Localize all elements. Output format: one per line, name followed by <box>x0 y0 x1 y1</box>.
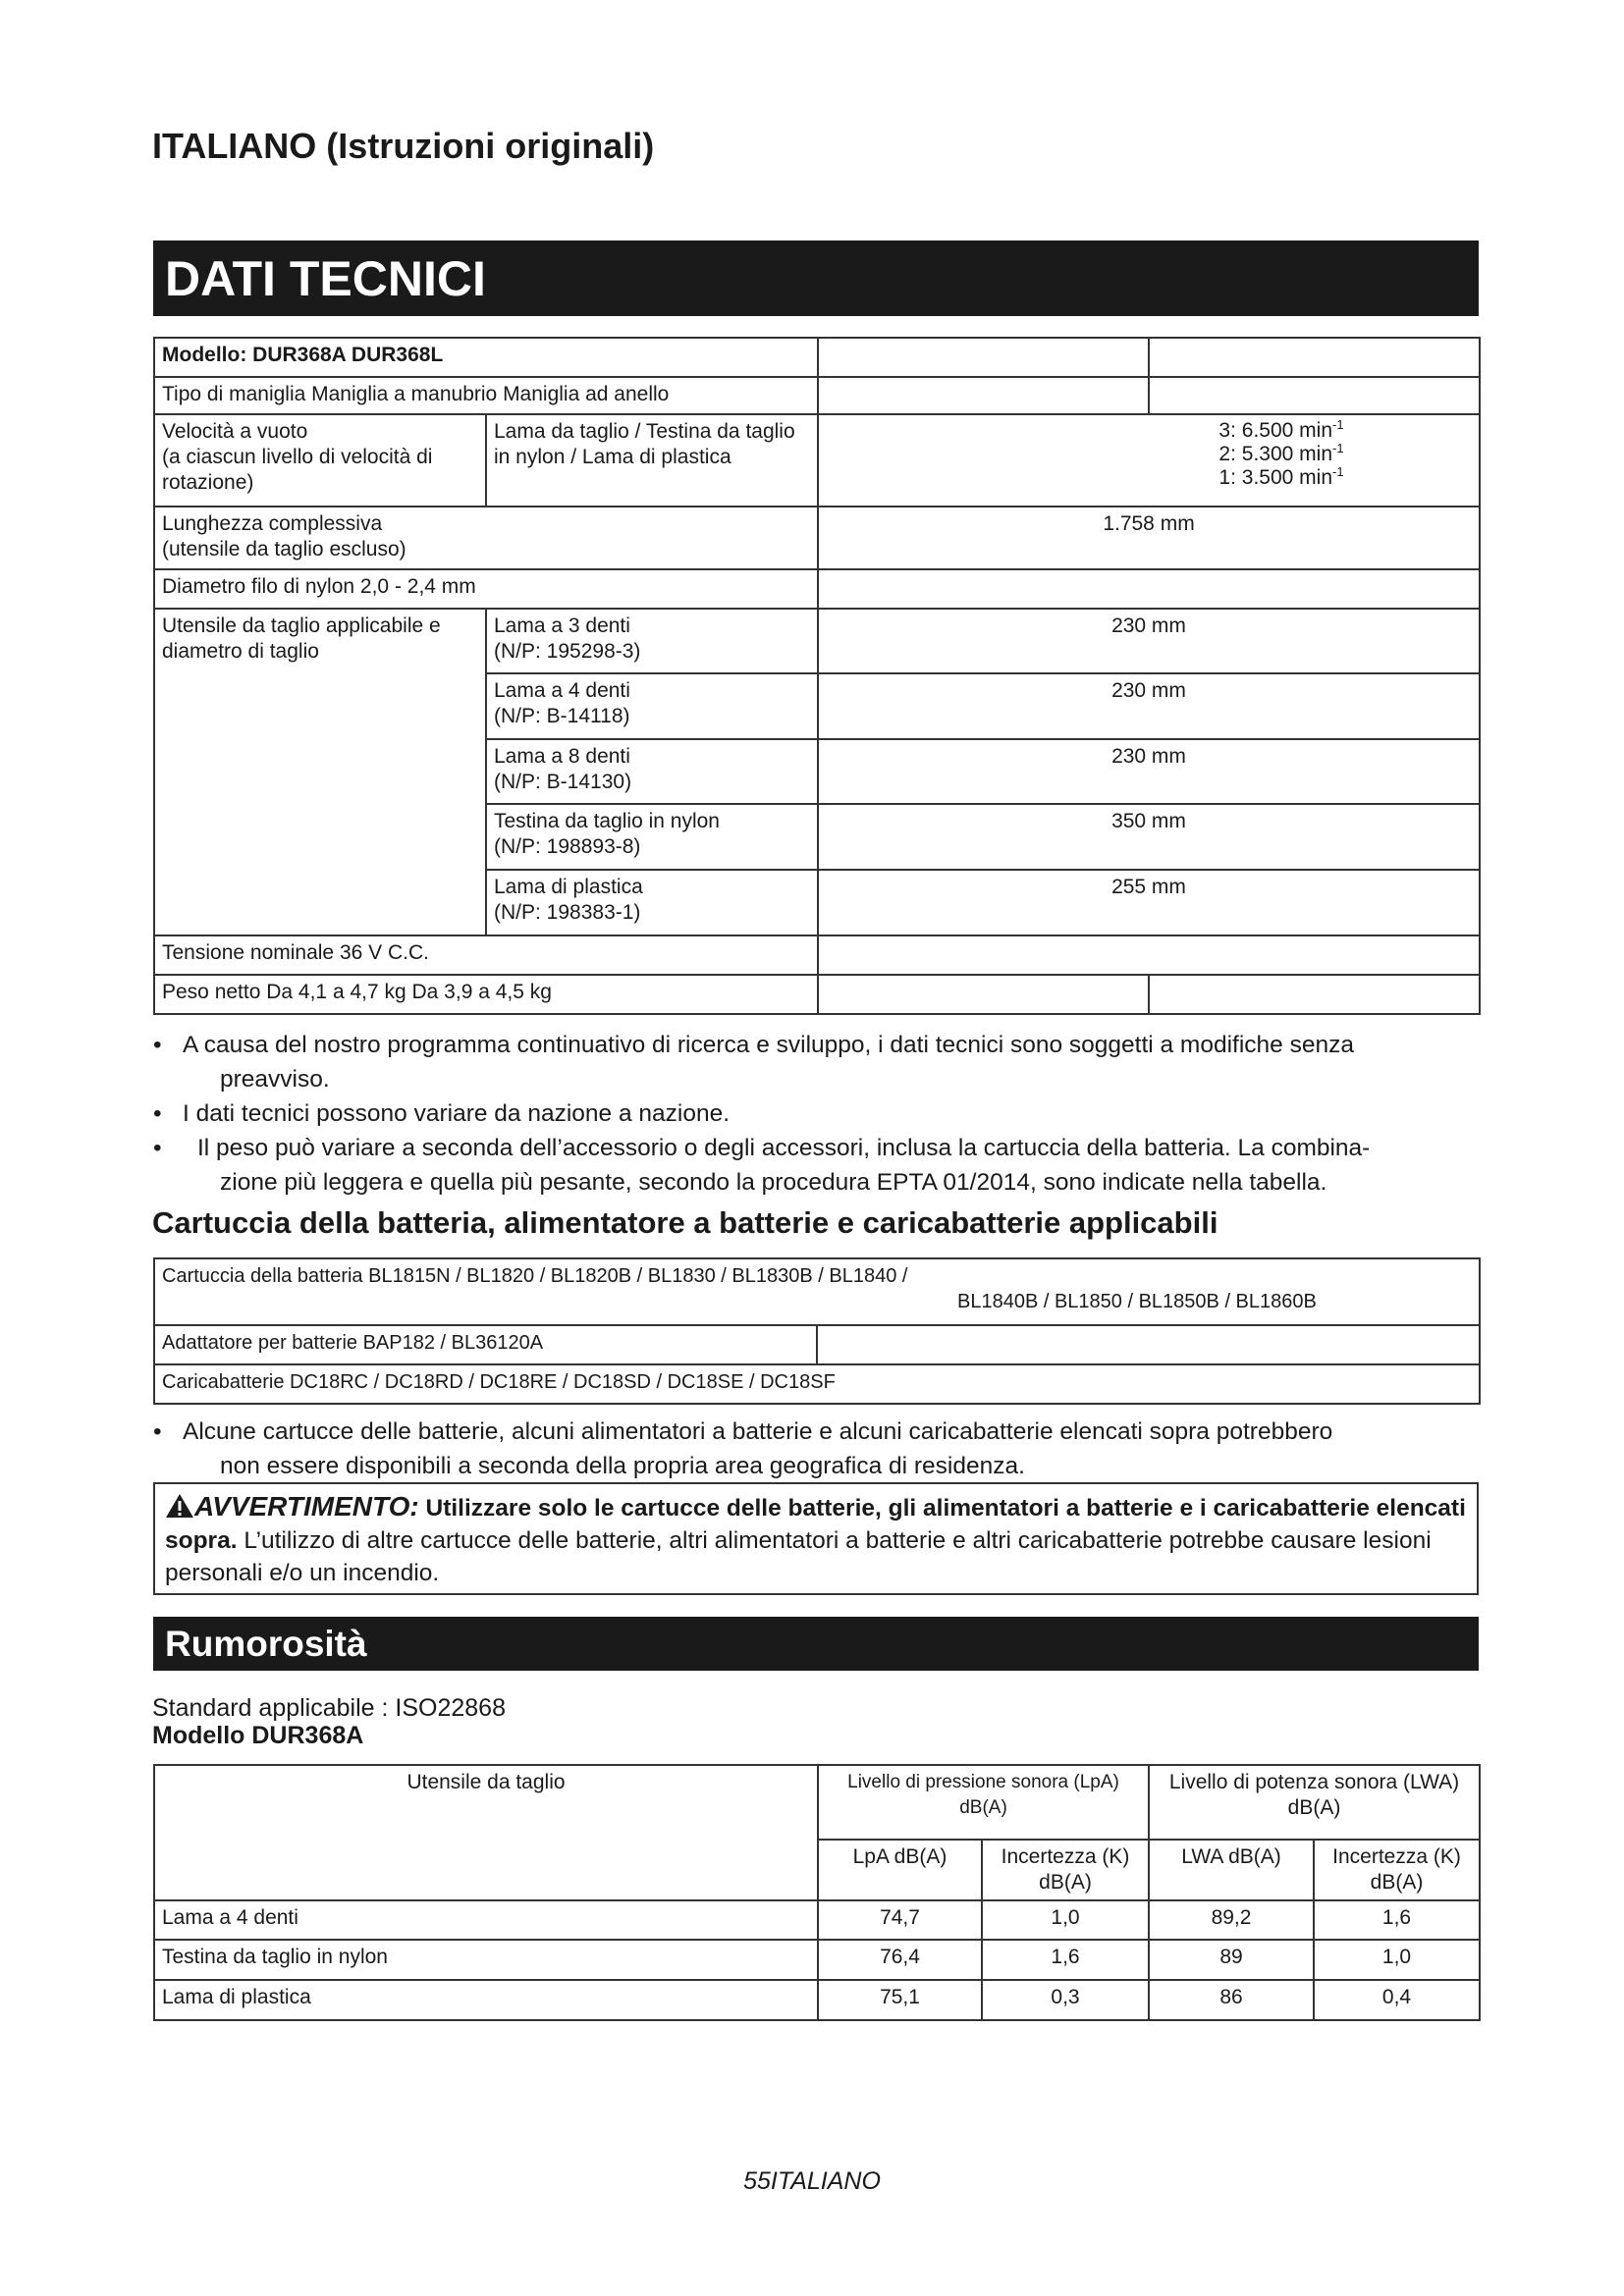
spec-speed-values <box>818 414 1480 507</box>
table-row <box>154 609 1480 673</box>
bullet-icon: • <box>153 1100 162 1127</box>
battery-charger: Caricabatterie DC18RC / DC18RD / DC18RE / DC18SD / DC18SE / DC18SF <box>154 1364 1480 1404</box>
table-cell <box>1149 377 1480 414</box>
spec-nylon-row: Diametro filo di nylon 2,0 - 2,4 mm <box>154 569 818 609</box>
noise-model: Modello DUR368A <box>152 1722 364 1749</box>
noise-k1: 1,6 <box>982 1940 1149 1980</box>
noise-lwa: 89,2 <box>1149 1900 1314 1940</box>
spec-tool-diameter: 230 mm <box>818 739 1480 804</box>
spec-tool-diameter: 230 mm <box>818 609 1480 673</box>
table-cell <box>817 1325 1480 1364</box>
noise-table <box>153 1764 1481 2021</box>
table-row <box>154 1765 1480 1840</box>
table-row <box>154 935 1480 975</box>
noise-head-tool: Utensile da taglio <box>154 1765 818 1900</box>
speed-value: 3: 6.500 $\min^{-1}$ <box>1218 417 1344 442</box>
section-title-noise: Rumorosità <box>153 1617 1479 1671</box>
table-row <box>154 975 1480 1014</box>
table-row <box>154 1940 1480 1980</box>
warning-text: L’utilizzo di altre cartucce delle batterie, altri alimentatori a batterie e altri caricabatterie potrebbe causare lesioni personali e/o un incendio. <box>165 1527 1432 1586</box>
spec-notes <box>153 1028 1479 1200</box>
bullet-icon: • <box>153 1135 162 1161</box>
table-cell <box>818 569 1480 609</box>
spec-voltage-row: Tensione nominale 36 V C.C. <box>154 935 818 975</box>
spec-model-label: Modello: DUR368A DUR368L <box>154 338 818 377</box>
note-item: • Il peso può variare a seconda dell’accessorio o degli accessori, inclusa la cartuccia della batteria. La combina- zione più leggera e quella più pesante, secondo la procedura EPTA 01/2014, sono indicate nella tabella. <box>153 1131 1479 1200</box>
noise-sub-lpa: LpA dB(A) <box>818 1840 982 1900</box>
warning-bold-text: Utilizzare solo le cartucce delle batterie, gli alimentatori a batterie e i caricabatterie elencati sopra. <box>165 1495 1466 1554</box>
table-row <box>154 1900 1480 1940</box>
note-item: • Alcune cartucce delle batterie, alcuni alimentatori a batterie e alcuni caricabatterie elencati sopra potrebbero non essere disponibili a seconda della propria area geografica di residenza. <box>153 1415 1479 1483</box>
table-cell <box>1149 338 1480 377</box>
table-row <box>154 507 1480 569</box>
warning-triangle-icon <box>165 1493 194 1519</box>
note-item: • A causa del nostro programma continuativo di ricerca e sviluppo, i dati tecnici sono soggetti a modifiche senza preavviso. <box>153 1028 1479 1096</box>
warning-label: AVVERTIMENTO: <box>194 1491 419 1522</box>
battery-table <box>153 1257 1481 1405</box>
spec-length-label: Lunghezza complessiva (utensile da taglio escluso) <box>154 507 818 569</box>
noise-sub-k1: Incertezza (K) dB(A) <box>982 1840 1149 1900</box>
table-cell <box>818 338 1149 377</box>
table-row <box>154 1258 1480 1325</box>
table-row <box>154 1325 1480 1364</box>
spec-handle-row: Tipo di maniglia Maniglia a manubrio Maniglia ad anello <box>154 377 818 414</box>
spec-speed-label: Velocità a vuoto (a ciascun livello di velocità di rotazione) <box>154 414 486 507</box>
table-row <box>154 1364 1480 1404</box>
note-item: • I dati tecnici possono variare da nazione a nazione. <box>153 1096 1479 1131</box>
spec-tool-name: Lama a 8 denti (N/P: B-14130) <box>486 739 818 804</box>
table-row <box>154 414 1480 507</box>
speed-value: 1: 3.500 $\min^{-1}$ <box>1218 464 1344 489</box>
spec-tool-name: Lama di plastica (N/P: 198383-1) <box>486 870 818 935</box>
spec-tool-name: Lama a 3 denti (N/P: 195298-3) <box>486 609 818 673</box>
noise-tool: Lama di plastica <box>154 1980 818 2020</box>
noise-lwa: 89 <box>1149 1940 1314 1980</box>
warning-box <box>153 1482 1479 1595</box>
section-title-specs: DATI TECNICI <box>153 240 1479 316</box>
table-row <box>154 569 1480 609</box>
table-cell <box>1149 975 1480 1014</box>
page-language-title: ITALIANO (Istruzioni originali) <box>152 126 655 166</box>
spec-tool-diameter: 230 mm <box>818 673 1480 739</box>
noise-head-lpa: Livello di pressione sonora (LpA) dB(A) <box>818 1765 1149 1840</box>
spec-tool-name: Lama a 4 denti (N/P: B-14118) <box>486 673 818 739</box>
table-row <box>154 338 1480 377</box>
noise-lpa: 75,1 <box>818 1980 982 2020</box>
speed-value: 2: 5.300 $\min^{-1}$ <box>1218 441 1344 465</box>
noise-lpa: 76,4 <box>818 1940 982 1980</box>
noise-lpa: 74,7 <box>818 1900 982 1940</box>
bullet-icon: • <box>153 1418 162 1445</box>
noise-k2: 1,0 <box>1314 1940 1480 1980</box>
noise-lwa: 86 <box>1149 1980 1314 2020</box>
spec-table <box>153 337 1481 1015</box>
table-row <box>154 1980 1480 2020</box>
noise-tool: Lama a 4 denti <box>154 1900 818 1940</box>
noise-standard: Standard applicabile : ISO22868 <box>152 1694 506 1722</box>
noise-k1: 1,0 <box>982 1900 1149 1940</box>
noise-sub-k2: Incertezza (K) dB(A) <box>1314 1840 1480 1900</box>
noise-tool: Testina da taglio in nylon <box>154 1940 818 1980</box>
spec-tool-name: Testina da taglio in nylon (N/P: 198893-8) <box>486 804 818 870</box>
table-row <box>154 377 1480 414</box>
battery-adapter: Adattatore per batterie BAP182 / BL36120A <box>154 1325 817 1364</box>
spec-tool-diameter: 350 mm <box>818 804 1480 870</box>
table-cell <box>818 935 1480 975</box>
bullet-icon: • <box>153 1032 162 1058</box>
spec-length-value: 1.758 mm <box>818 507 1480 569</box>
noise-k1: 0,3 <box>982 1980 1149 2020</box>
noise-k2: 0,4 <box>1314 1980 1480 2020</box>
spec-tool-diameter: 255 mm <box>818 870 1480 935</box>
battery-notes <box>153 1415 1479 1483</box>
table-cell <box>818 377 1149 414</box>
battery-cartridges: Cartuccia della batteria BL1815N / BL1820 / BL1820B / BL1830 / BL1830B / BL1840 / BL1840B / BL1850 / BL1850B / BL1860B <box>154 1258 1480 1325</box>
page-footer: 55ITALIANO <box>743 2167 881 2195</box>
noise-k2: 1,6 <box>1314 1900 1480 1940</box>
spec-tools-label: Utensile da taglio applicabile e diametro di taglio <box>154 609 486 935</box>
noise-sub-lwa: LWA dB(A) <box>1149 1840 1314 1900</box>
noise-head-lwa: Livello di potenza sonora (LWA) dB(A) <box>1149 1765 1480 1840</box>
spec-speed-tool: Lama da taglio / Testina da taglio in nylon / Lama di plastica <box>486 414 818 507</box>
battery-heading: Cartuccia della batteria, alimentatore a batterie e caricabatterie applicabili <box>152 1205 1218 1240</box>
table-cell <box>818 975 1149 1014</box>
spec-weight-row: Peso netto Da 4,1 a 4,7 kg Da 3,9 a 4,5 kg <box>154 975 818 1014</box>
